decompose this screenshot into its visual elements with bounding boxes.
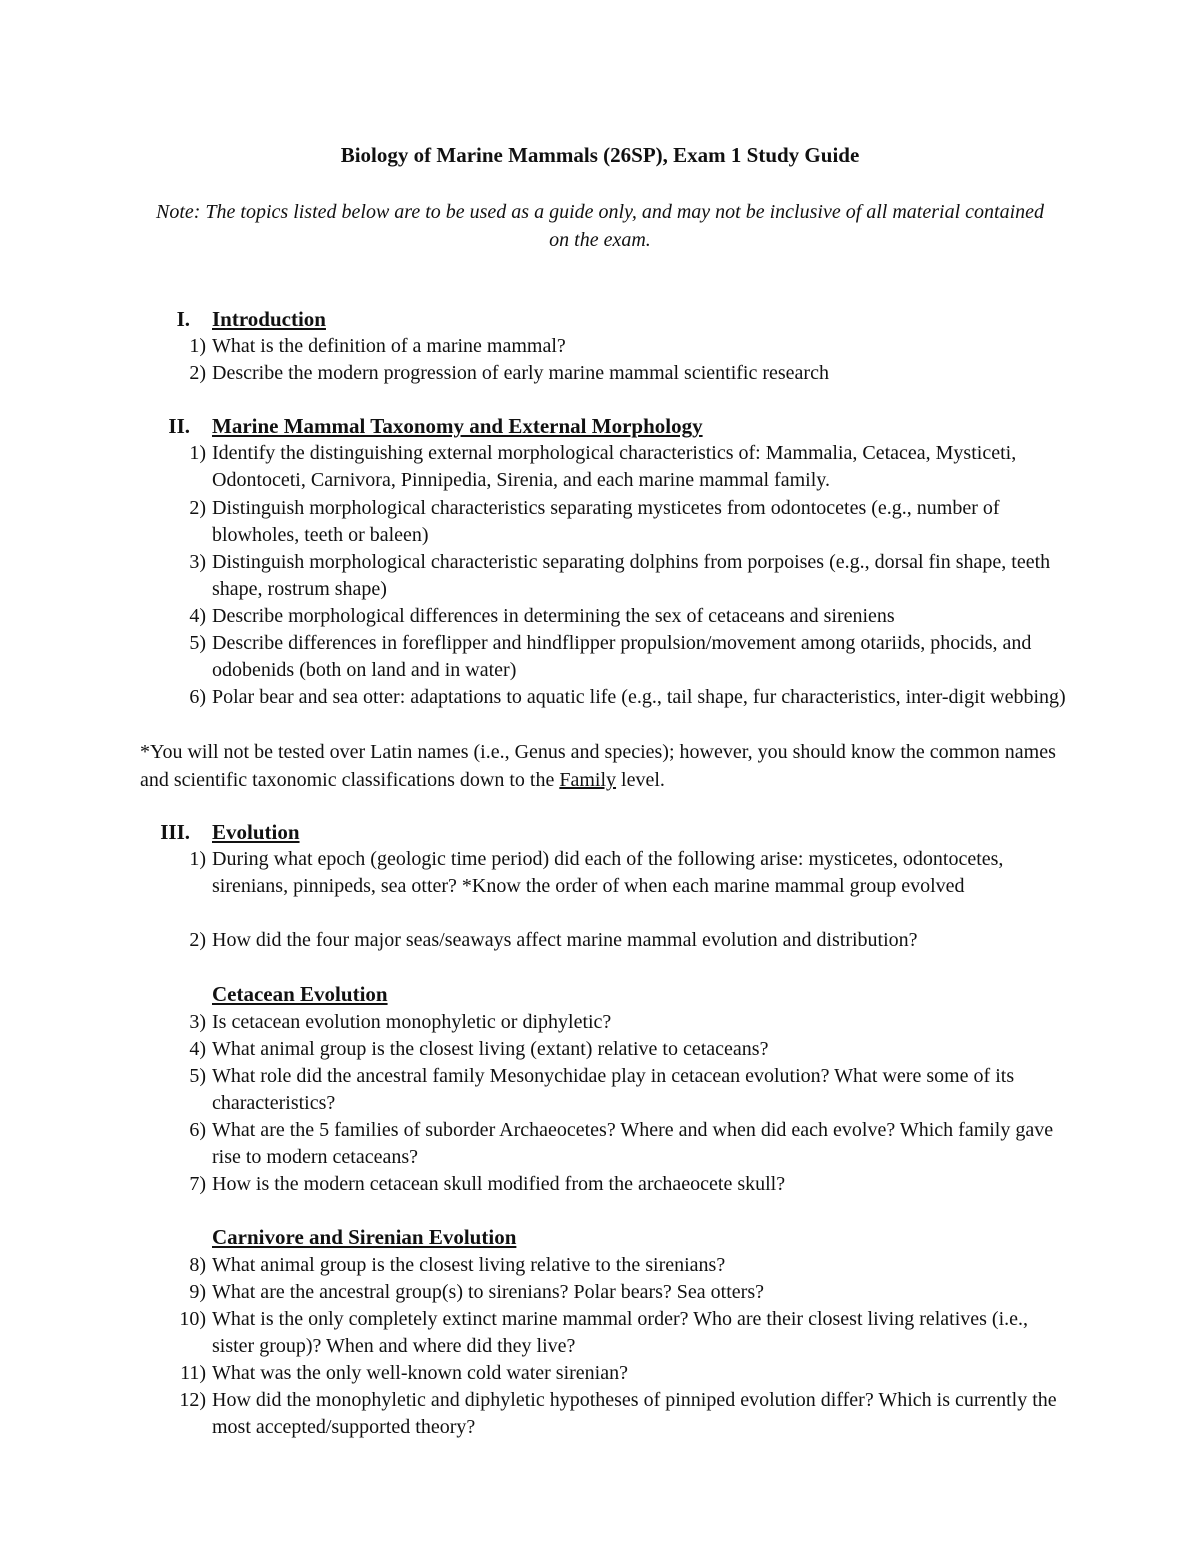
list-item: [140, 1279, 1070, 1306]
item-text: How did the four major seas/seaways affect marine mammal evolution and distribution?: [212, 929, 918, 951]
list-item: [140, 549, 1070, 603]
footnote-text: *You will not be tested over Latin names (i.e., Genus and species); however, you should know the common names and scientific taxonomic classifications down to the: [140, 741, 1056, 791]
item-text: Polar bear and sea otter: adaptations to aquatic life (e.g., tail shape, fur characteristics, inter-digit webbing): [212, 686, 1066, 708]
footnote-family: Family: [559, 769, 617, 791]
item-text: How is the modern cetacean skull modified from the archaeocete skull?: [212, 1173, 786, 1195]
guide-note: Note: The topics listed below are to be used as a guide only, and may not be inclusive of all material contained on the exam.: [155, 201, 1045, 251]
item-number: 3): [189, 551, 206, 573]
section-title-evolution: Evolution: [212, 820, 300, 844]
list-item: [140, 1360, 1070, 1387]
section-number: II.: [168, 414, 190, 438]
item-number: 1): [189, 848, 206, 870]
item-number: 6): [189, 686, 206, 708]
list-item: [140, 1306, 1070, 1360]
item-number: 10): [179, 1308, 206, 1330]
item-text: How did the monophyletic and diphyletic hypotheses of pinniped evolution differ? Which is currently the most accepted/supported theory?: [212, 1389, 1057, 1438]
list-item: [140, 333, 1070, 360]
section-number: III.: [160, 820, 190, 844]
list-item: [140, 1117, 1070, 1171]
item-number: 8): [189, 1254, 206, 1276]
item-text: What animal group is the closest living (extant) relative to cetaceans?: [212, 1038, 769, 1060]
list-item: [140, 1063, 1070, 1117]
footnote-end: level.: [616, 769, 665, 791]
item-text: Describe differences in foreflipper and hindflipper propulsion/movement among otariids, phocids, and odobenids (both on land and in water): [212, 632, 1032, 681]
item-number: 1): [189, 442, 206, 464]
item-number: 2): [189, 362, 206, 384]
item-text: Distinguish morphological characteristic separating dolphins from porpoises (e.g., dorsal fin shape, teeth shape, rostrum shape): [212, 551, 1051, 600]
list-item: [140, 1009, 1070, 1036]
subsection-title-cetacean: Cetacean Evolution: [212, 982, 388, 1006]
list-item: [140, 1252, 1070, 1279]
list-item: [140, 846, 1070, 900]
document-title: Biology of Marine Mammals (26SP), Exam 1 Study Guide: [340, 143, 860, 167]
item-number: 3): [189, 1011, 206, 1033]
list-item: [140, 440, 1070, 494]
section-number: I.: [176, 307, 190, 331]
footnote: [140, 738, 1070, 794]
list-item: [140, 360, 1070, 387]
list-item: [140, 1036, 1070, 1063]
list-item: [140, 495, 1070, 549]
item-text: During what epoch (geologic time period) did each of the following arise: mysticetes, odontocetes, sirenians, pinnipeds, sea otter? *Know the order of when each marine mammal group evolved: [212, 848, 1004, 897]
item-text: Identify the distinguishing external morphological characteristics of: Mammalia, Cetacea, Mysticeti, Odontoceti, Carnivora, Pinnipedia, Sirenia, and each marine mammal family.: [212, 442, 1017, 491]
item-text: What are the ancestral group(s) to sirenians? Polar bears? Sea otters?: [212, 1281, 764, 1303]
item-number: 5): [189, 1065, 206, 1087]
section-title-taxonomy: Marine Mammal Taxonomy and External Morphology: [212, 414, 703, 438]
item-number: 6): [189, 1119, 206, 1141]
item-number: 2): [189, 929, 206, 951]
item-number: 12): [179, 1389, 206, 1411]
list-item: [140, 1171, 1070, 1198]
item-number: 2): [189, 497, 206, 519]
item-number: 9): [189, 1281, 206, 1303]
item-number: 5): [189, 632, 206, 654]
item-text: Is cetacean evolution monophyletic or diphyletic?: [212, 1011, 612, 1033]
item-number: 11): [180, 1362, 206, 1384]
item-text: What is the only completely extinct marine mammal order? Who are their closest living relatives (i.e., sister group)? When and where did they live?: [212, 1308, 1029, 1357]
item-number: 4): [189, 1038, 206, 1060]
item-text: What animal group is the closest living relative to the sirenians?: [212, 1254, 726, 1276]
item-text: What is the definition of a marine mammal?: [212, 335, 566, 357]
item-text: What was the only well-known cold water sirenian?: [212, 1362, 628, 1384]
section-title-introduction: Introduction: [212, 307, 326, 331]
list-item: [140, 684, 1070, 711]
item-text: Describe the modern progression of early marine mammal scientific research: [212, 362, 829, 384]
item-number: 1): [189, 335, 206, 357]
item-number: 7): [189, 1173, 206, 1195]
item-text: Distinguish morphological characteristics separating mysticetes from odontocetes (e.g., number of blowholes, teeth or baleen): [212, 497, 1000, 546]
list-item: [140, 630, 1070, 684]
item-text: What are the 5 families of suborder Archaeocetes? Where and when did each evolve? Which family gave rise to modern cetaceans?: [212, 1119, 1054, 1168]
item-text: Describe morphological differences in determining the sex of cetaceans and sireniens: [212, 605, 895, 627]
list-item: [140, 1387, 1070, 1441]
list-item: [140, 603, 1070, 630]
item-text: What role did the ancestral family Mesonychidae play in cetacean evolution? What were some of its characteristics?: [212, 1065, 1015, 1114]
item-number: 4): [189, 605, 206, 627]
subsection-title-carnivore-sirenian: Carnivore and Sirenian Evolution: [212, 1225, 517, 1249]
list-item: [140, 927, 1070, 954]
